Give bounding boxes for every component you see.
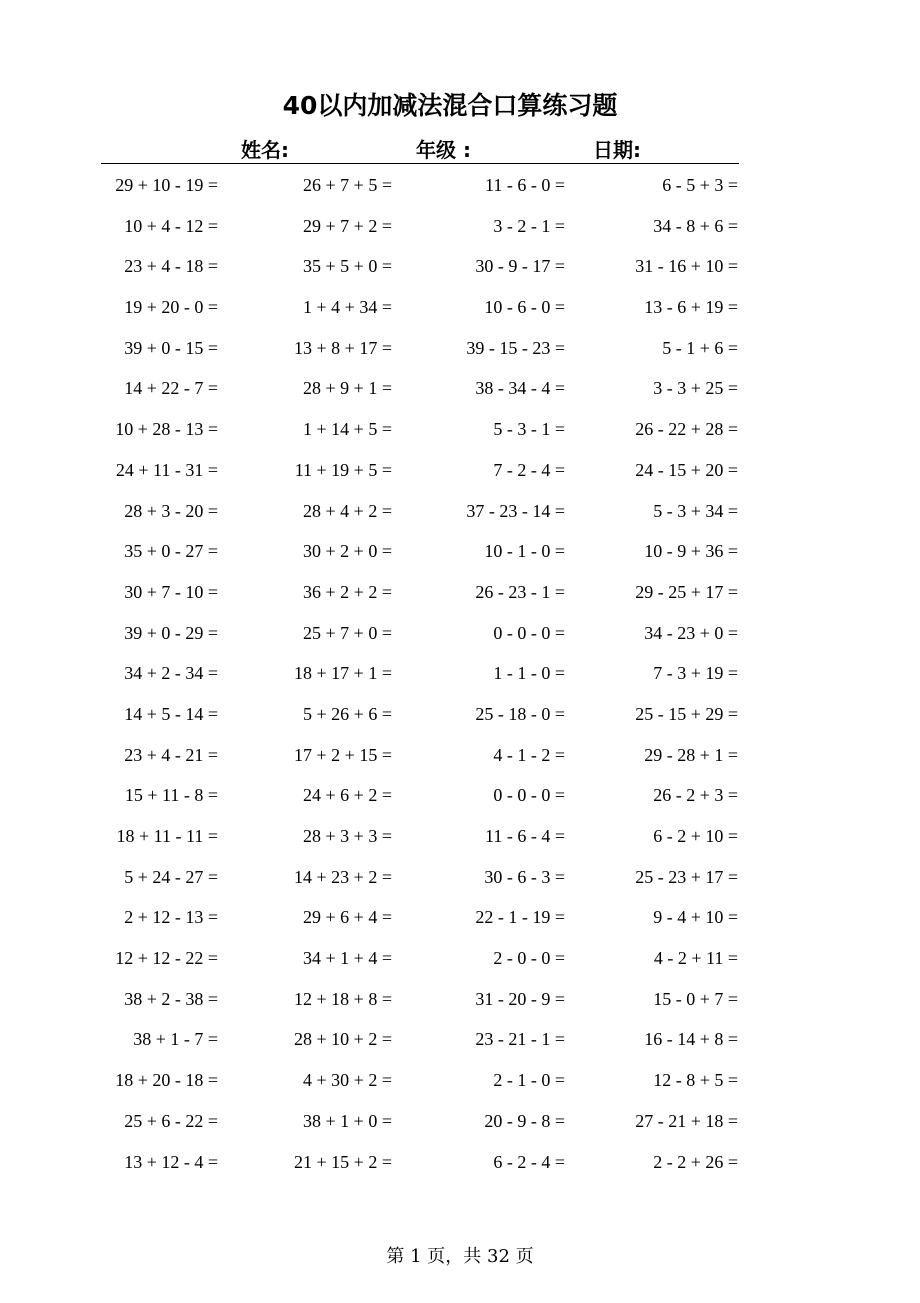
arithmetic-problem: 38 + 2 - 38 = [124,988,218,1009]
problem-row [100,247,740,288]
arithmetic-problem: 18 + 11 - 11 = [116,826,218,846]
arithmetic-problem: 25 - 23 + 17 = [635,866,738,887]
problem-row [100,207,740,248]
arithmetic-problem: 37 - 23 - 14 = [466,500,565,521]
arithmetic-problem: 11 - 6 - 0 = [485,175,565,195]
arithmetic-problem: 12 + 18 + 8 = [294,988,392,1009]
problem-row [100,614,740,655]
arithmetic-problem: 35 + 0 - 27 = [124,541,218,562]
arithmetic-problem: 3 - 2 - 1 = [493,215,565,236]
arithmetic-problem: 12 - 8 + 5 = [653,1070,738,1091]
arithmetic-problem: 28 + 4 + 2 = [303,500,392,521]
problem-row [100,817,740,858]
arithmetic-problem: 9 - 4 + 10 = [653,907,738,928]
arithmetic-problem: 28 + 3 + 3 = [303,826,392,846]
arithmetic-problem: 5 - 1 + 6 = [662,337,738,358]
arithmetic-problem: 14 + 22 - 7 = [124,378,218,399]
date-label: 日期: [593,138,641,162]
arithmetic-problem: 28 + 10 + 2 = [294,1029,392,1050]
arithmetic-problem: 31 - 16 + 10 = [635,256,738,277]
problem-row [100,410,740,451]
page-footer: 第 1 页，共 32 页 [386,1246,534,1267]
arithmetic-problem: 28 + 9 + 1 = [303,378,392,399]
arithmetic-problem: 30 - 6 - 3 = [484,866,565,887]
arithmetic-problem: 10 - 1 - 0 = [484,541,565,562]
arithmetic-problem: 15 - 0 + 7 = [653,988,738,1009]
problem-row [100,776,740,817]
arithmetic-problem: 26 + 7 + 5 = [303,175,392,195]
arithmetic-problem: 10 - 9 + 36 = [644,541,738,562]
arithmetic-problem: 30 - 9 - 17 = [475,256,565,277]
arithmetic-problem: 4 - 2 + 11 = [653,948,738,969]
worksheet-title: 40以内加减法混合口算练习题 [282,91,618,120]
arithmetic-problem: 11 + 19 + 5 = [294,459,392,480]
name-label: 姓名: [241,138,289,162]
arithmetic-problem: 0 - 0 - 0 = [493,785,565,806]
problem-grid [100,166,740,1183]
arithmetic-problem: 4 + 30 + 2 = [303,1070,392,1091]
arithmetic-problem: 25 - 15 + 29 = [635,703,738,724]
arithmetic-problem: 22 - 1 - 19 = [475,907,565,928]
arithmetic-problem: 19 + 20 - 0 = [124,297,218,318]
arithmetic-problem: 21 + 15 + 2 = [294,1151,392,1172]
arithmetic-problem: 26 - 2 + 3 = [653,785,738,806]
problem-row [100,695,740,736]
arithmetic-problem: 13 + 8 + 17 = [294,337,392,358]
arithmetic-problem: 2 - 0 - 0 = [493,948,565,969]
problem-row [100,654,740,695]
arithmetic-problem: 39 + 0 - 29 = [124,622,218,643]
arithmetic-problem: 39 + 0 - 15 = [124,337,218,358]
arithmetic-problem: 6 - 5 + 3 = [662,175,738,195]
arithmetic-problem: 29 + 6 + 4 = [303,907,392,928]
problem-row [100,1061,740,1102]
arithmetic-problem: 6 - 2 + 10 = [653,826,738,846]
arithmetic-problem: 13 - 6 + 19 = [644,297,738,318]
arithmetic-problem: 23 - 21 - 1 = [475,1029,565,1050]
arithmetic-problem: 29 + 10 - 19 = [115,175,218,195]
arithmetic-problem: 7 - 3 + 19 = [653,663,738,684]
arithmetic-problem: 1 - 1 - 0 = [493,663,565,684]
arithmetic-problem: 25 - 18 - 0 = [475,703,565,724]
arithmetic-problem: 14 + 23 + 2 = [294,866,392,887]
problem-row [100,532,740,573]
arithmetic-problem: 34 - 8 + 6 = [653,215,738,236]
problem-row [100,288,740,329]
problem-row [100,492,740,533]
header-divider [101,163,739,164]
arithmetic-problem: 20 - 9 - 8 = [484,1110,565,1131]
arithmetic-problem: 18 + 17 + 1 = [294,663,392,684]
arithmetic-problem: 29 - 28 + 1 = [644,744,738,765]
arithmetic-problem: 36 + 2 + 2 = [303,581,392,602]
arithmetic-problem: 13 + 12 - 4 = [124,1151,218,1172]
arithmetic-problem: 3 - 3 + 25 = [653,378,738,399]
arithmetic-problem: 5 - 3 - 1 = [493,419,565,440]
arithmetic-problem: 34 + 2 - 34 = [124,663,218,684]
problem-row [100,858,740,899]
arithmetic-problem: 38 + 1 - 7 = [133,1029,218,1050]
problem-row [100,736,740,777]
arithmetic-problem: 11 - 6 - 4 = [485,826,565,846]
arithmetic-problem: 16 - 14 + 8 = [644,1029,738,1050]
arithmetic-problem: 29 - 25 + 17 = [635,581,738,602]
arithmetic-problem: 12 + 12 - 22 = [115,948,218,969]
arithmetic-problem: 26 - 23 - 1 = [475,581,565,602]
arithmetic-problem: 4 - 1 - 2 = [493,744,565,765]
arithmetic-problem: 30 + 2 + 0 = [303,541,392,562]
arithmetic-problem: 29 + 7 + 2 = [303,215,392,236]
arithmetic-problem: 39 - 15 - 23 = [466,337,565,358]
arithmetic-problem: 26 - 22 + 28 = [635,419,738,440]
arithmetic-problem: 10 + 4 - 12 = [124,215,218,236]
arithmetic-problem: 23 + 4 - 18 = [124,256,218,277]
arithmetic-problem: 18 + 20 - 18 = [115,1070,218,1091]
arithmetic-problem: 24 + 6 + 2 = [303,785,392,806]
arithmetic-problem: 31 - 20 - 9 = [475,988,565,1009]
arithmetic-problem: 10 - 6 - 0 = [484,297,565,318]
arithmetic-problem: 30 + 7 - 10 = [124,581,218,602]
problem-row [100,369,740,410]
arithmetic-problem: 5 + 26 + 6 = [303,703,392,724]
student-info-header [100,130,740,164]
arithmetic-problem: 23 + 4 - 21 = [124,744,218,765]
arithmetic-problem: 17 + 2 + 15 = [294,744,392,765]
problem-row [100,980,740,1021]
arithmetic-problem: 5 + 24 - 27 = [124,866,218,887]
arithmetic-problem: 7 - 2 - 4 = [493,459,565,480]
arithmetic-problem: 6 - 2 - 4 = [493,1151,565,1172]
arithmetic-problem: 38 + 1 + 0 = [303,1110,392,1131]
problem-row [100,166,740,207]
arithmetic-problem: 5 - 3 + 34 = [653,500,738,521]
arithmetic-problem: 25 + 7 + 0 = [303,622,392,643]
problem-row [100,573,740,614]
grade-label: 年级 : [416,138,471,162]
arithmetic-problem: 10 + 28 - 13 = [115,419,218,440]
problem-row [100,1102,740,1143]
arithmetic-problem: 24 + 11 - 31 = [115,459,218,480]
arithmetic-problem: 34 + 1 + 4 = [303,948,392,969]
arithmetic-problem: 35 + 5 + 0 = [303,256,392,277]
arithmetic-problem: 1 + 14 + 5 = [303,419,392,440]
arithmetic-problem: 2 - 1 - 0 = [493,1070,565,1091]
arithmetic-problem: 38 - 34 - 4 = [475,378,565,399]
arithmetic-problem: 2 - 2 + 26 = [653,1151,738,1172]
arithmetic-problem: 25 + 6 - 22 = [124,1110,218,1131]
problem-row [100,898,740,939]
arithmetic-problem: 24 - 15 + 20 = [635,459,738,480]
problem-row [100,329,740,370]
arithmetic-problem: 34 - 23 + 0 = [644,622,738,643]
arithmetic-problem: 2 + 12 - 13 = [124,907,218,928]
problem-row [100,451,740,492]
arithmetic-problem: 27 - 21 + 18 = [635,1110,738,1131]
arithmetic-problem: 0 - 0 - 0 = [493,622,565,643]
arithmetic-problem: 28 + 3 - 20 = [124,500,218,521]
arithmetic-problem: 14 + 5 - 14 = [124,703,218,724]
problem-row [100,1143,740,1184]
problem-row [100,939,740,980]
arithmetic-problem: 15 + 11 - 8 = [124,785,218,806]
arithmetic-problem: 1 + 4 + 34 = [303,297,392,318]
problem-row [100,1020,740,1061]
